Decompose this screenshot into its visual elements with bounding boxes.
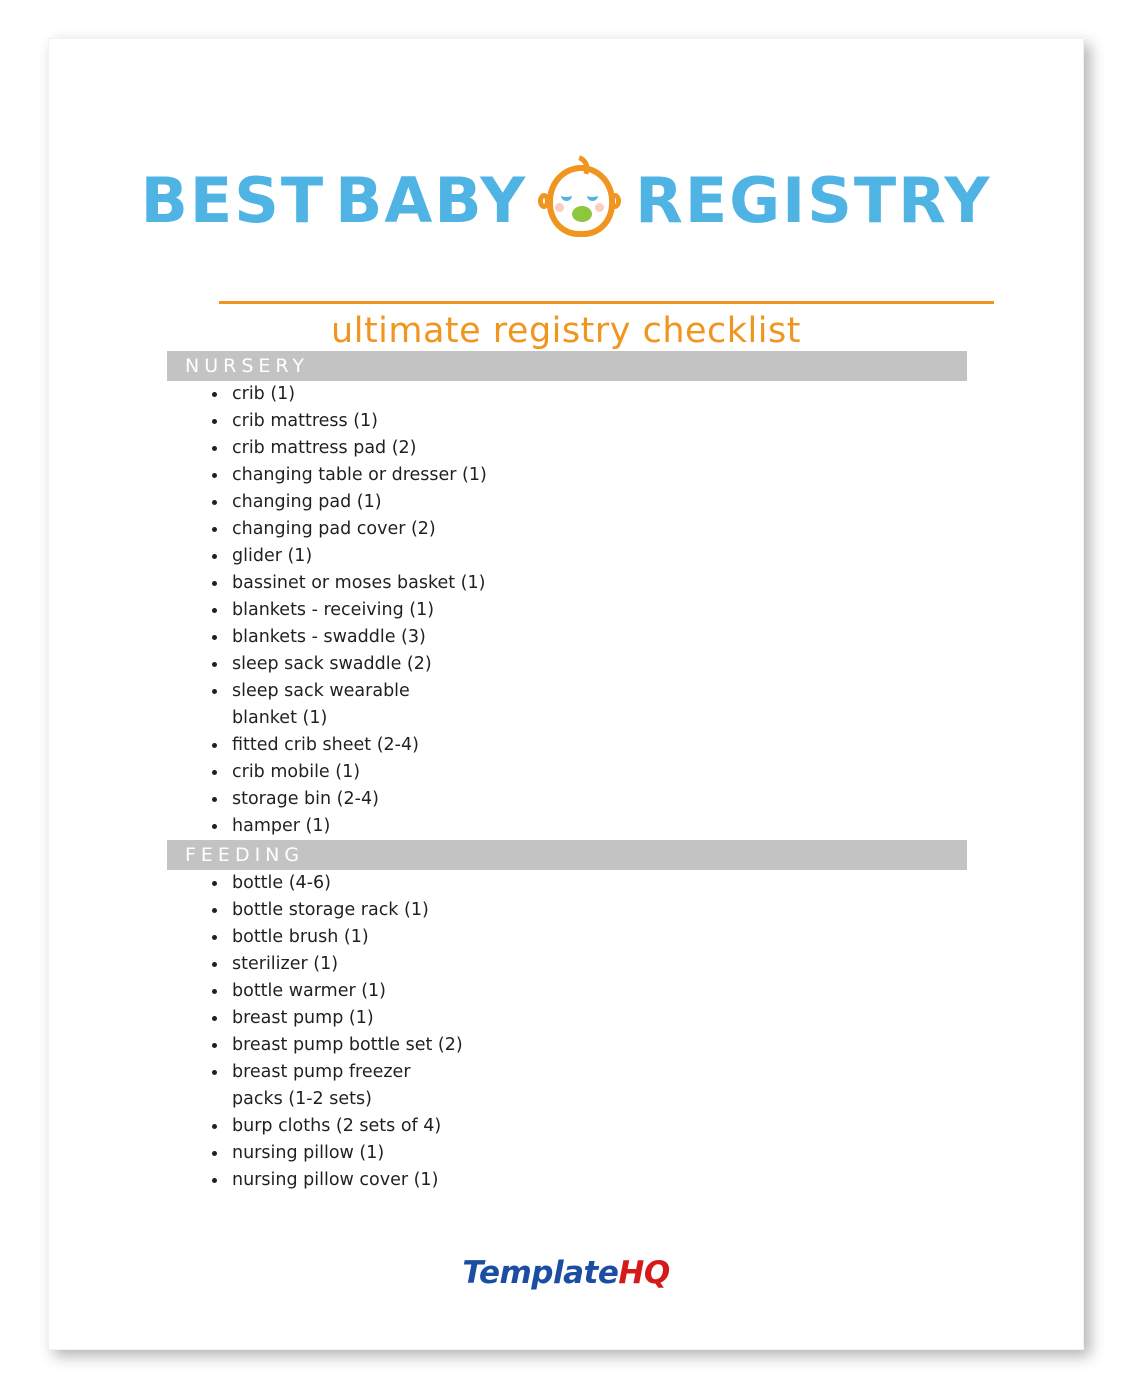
baby-face-icon <box>539 159 623 243</box>
list-item[interactable] <box>167 978 967 1005</box>
bullet-icon <box>212 908 217 913</box>
logo-word-best: BEST <box>140 164 326 237</box>
list-item-label: nursing pillow cover (1) <box>232 1170 439 1190</box>
list-item[interactable] <box>167 786 967 813</box>
bullet-icon <box>212 770 217 775</box>
list-item[interactable] <box>167 1113 967 1140</box>
list-item[interactable] <box>167 1167 967 1194</box>
list-item[interactable] <box>167 570 967 597</box>
list-item-label: crib mattress pad (2) <box>232 438 417 458</box>
bullet-icon <box>212 881 217 886</box>
list-item-label: bottle storage rack (1) <box>232 900 429 920</box>
footer-brand-logo <box>462 1255 669 1291</box>
logo-word-baby: BABY <box>335 164 528 237</box>
list-item-label: nursing pillow (1) <box>232 1143 385 1163</box>
tagline: ultimate registry checklist <box>331 311 801 351</box>
list-item-label: bottle brush (1) <box>232 927 369 947</box>
document-sheet <box>48 38 1084 1350</box>
footer-brand-template: Template <box>462 1255 619 1291</box>
bullet-icon <box>212 743 217 748</box>
bullet-icon <box>212 797 217 802</box>
list-item[interactable] <box>167 408 967 435</box>
bullet-icon <box>212 446 217 451</box>
footer-brand-hq: HQ <box>618 1255 670 1291</box>
list-item[interactable] <box>167 651 967 678</box>
list-item[interactable] <box>167 759 967 786</box>
footer <box>49 1255 1083 1291</box>
list-item-label: crib mobile (1) <box>232 762 361 782</box>
list-item[interactable] <box>167 813 967 840</box>
bullet-icon <box>212 935 217 940</box>
list-item[interactable] <box>167 462 967 489</box>
list-item[interactable] <box>167 924 967 951</box>
bullet-icon <box>212 635 217 640</box>
logo-row <box>141 159 992 243</box>
bullet-icon <box>212 662 217 667</box>
bullet-icon <box>212 392 217 397</box>
list-item-label: sterilizer (1) <box>232 954 339 974</box>
list-item[interactable] <box>167 543 967 570</box>
list-item[interactable] <box>167 1032 967 1059</box>
list-item-label: sleep sack swaddle (2) <box>232 654 432 674</box>
checklist <box>167 351 967 1194</box>
logo-underline-divider <box>219 301 994 304</box>
list-item-label: blankets - receiving (1) <box>232 600 435 620</box>
bullet-icon <box>212 1124 217 1129</box>
list-item-label: crib (1) <box>232 384 296 404</box>
list-item[interactable] <box>167 870 967 897</box>
list-item[interactable] <box>167 951 967 978</box>
list-item[interactable] <box>167 1059 462 1113</box>
brand-logo <box>49 159 1083 243</box>
bullet-icon <box>212 989 217 994</box>
list-item-label: breast pump freezer packs (1-2 sets) <box>232 1062 411 1109</box>
bullet-icon <box>212 608 217 613</box>
checklist-items-nursery <box>167 381 967 840</box>
list-item[interactable] <box>167 897 967 924</box>
bullet-icon <box>212 1016 217 1021</box>
bullet-icon <box>212 419 217 424</box>
bullet-icon <box>212 1070 217 1075</box>
list-item-label: storage bin (2-4) <box>232 789 379 809</box>
list-item-label: burp cloths (2 sets of 4) <box>232 1116 442 1136</box>
list-item[interactable] <box>167 597 967 624</box>
list-item[interactable] <box>167 732 967 759</box>
list-item-label: fitted crib sheet (2-4) <box>232 735 419 755</box>
bullet-icon <box>212 1043 217 1048</box>
bullet-icon <box>212 500 217 505</box>
section-header-nursery: NURSERY <box>167 351 967 381</box>
list-item[interactable] <box>167 381 967 408</box>
bullet-icon <box>212 554 217 559</box>
bullet-icon <box>212 581 217 586</box>
bullet-icon <box>212 527 217 532</box>
list-item[interactable] <box>167 489 967 516</box>
list-item-label: sleep sack wearable blanket (1) <box>232 681 410 728</box>
bullet-icon <box>212 473 217 478</box>
baby-head-icon <box>547 165 615 237</box>
list-item[interactable] <box>167 678 452 732</box>
list-item-label: hamper (1) <box>232 816 331 836</box>
list-item-label: crib mattress (1) <box>232 411 379 431</box>
list-item-label: bassinet or moses basket (1) <box>232 573 486 593</box>
list-item[interactable] <box>167 516 967 543</box>
document-content <box>49 39 1083 1349</box>
list-item[interactable] <box>167 1140 967 1167</box>
checklist-items-feeding <box>167 870 967 1194</box>
list-item[interactable] <box>167 624 967 651</box>
list-item-label: changing table or dresser (1) <box>232 465 487 485</box>
list-item-label: blankets - swaddle (3) <box>232 627 426 647</box>
list-item-label: breast pump bottle set (2) <box>232 1035 463 1055</box>
list-item[interactable] <box>167 435 967 462</box>
section-header-feeding: FEEDING <box>167 840 967 870</box>
list-item-label: bottle (4-6) <box>232 873 331 893</box>
bullet-icon <box>212 824 217 829</box>
bullet-icon <box>212 962 217 967</box>
logo-word-registry: REGISTRY <box>635 164 992 237</box>
list-item-label: breast pump (1) <box>232 1008 374 1028</box>
list-item-label: changing pad cover (2) <box>232 519 436 539</box>
list-item-label: changing pad (1) <box>232 492 382 512</box>
bullet-icon <box>212 1178 217 1183</box>
list-item-label: bottle warmer (1) <box>232 981 387 1001</box>
list-item-label: glider (1) <box>232 546 313 566</box>
bullet-icon <box>212 689 217 694</box>
bullet-icon <box>212 1151 217 1156</box>
list-item[interactable] <box>167 1005 967 1032</box>
